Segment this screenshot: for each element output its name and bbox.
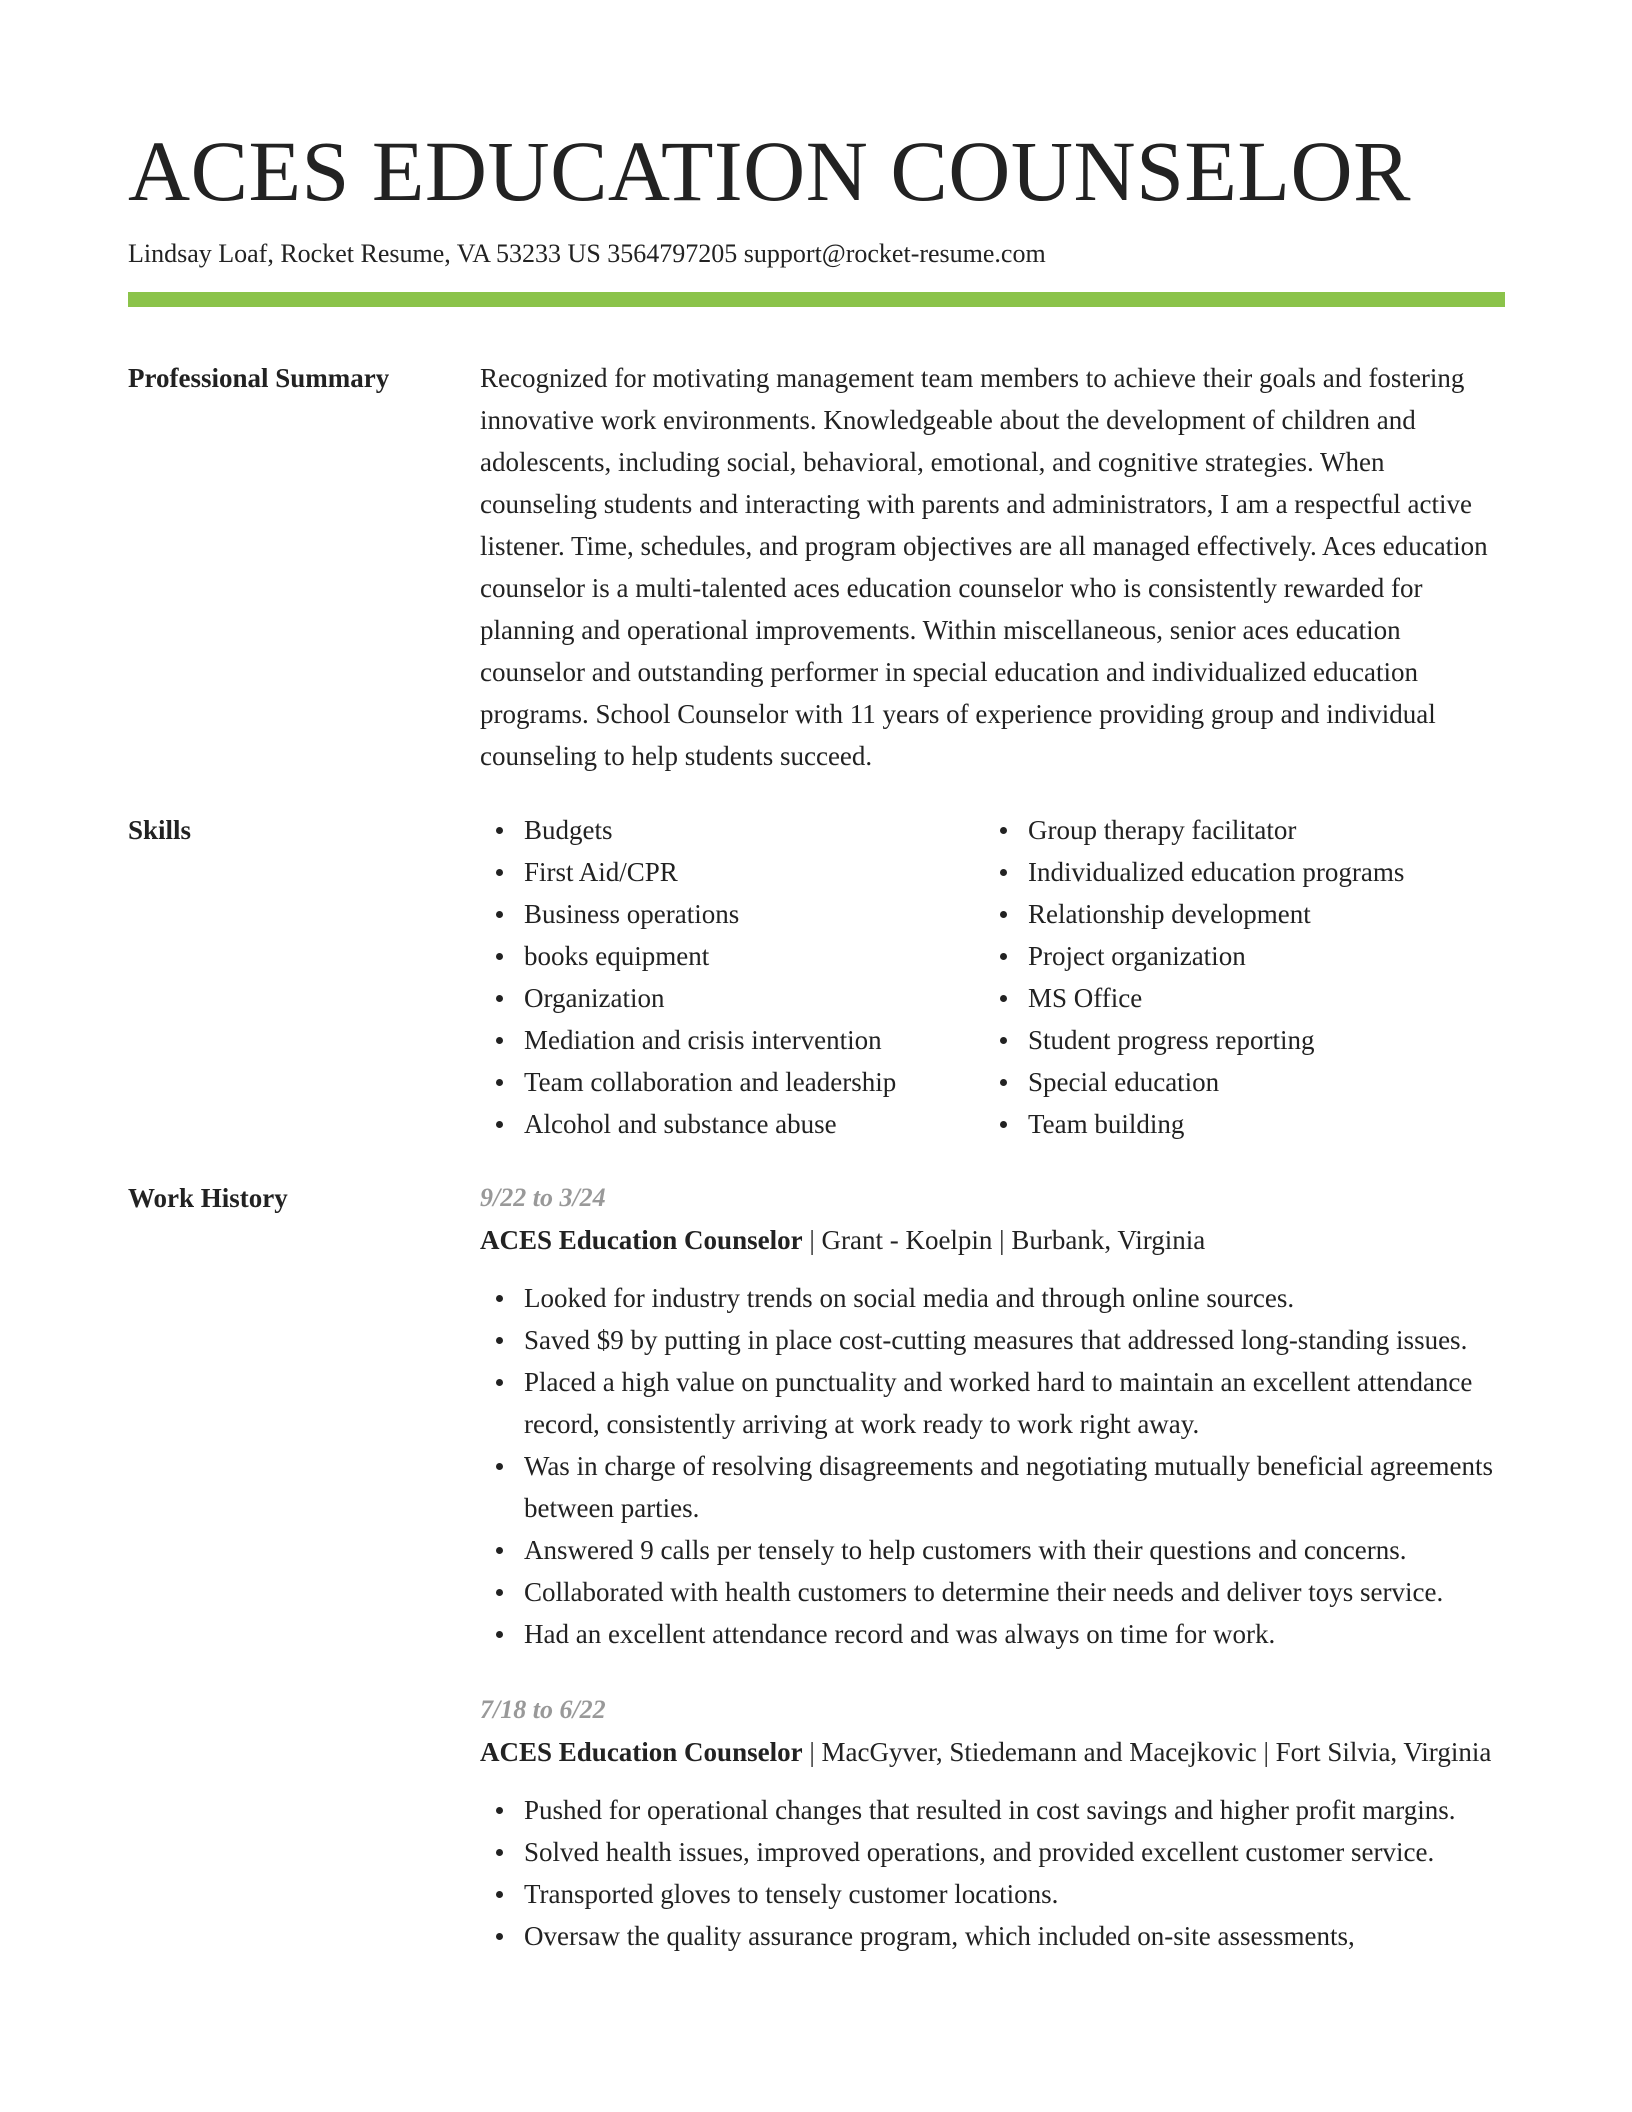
skill-item: Business operations bbox=[524, 893, 984, 935]
job-dates: 9/22 to 3/24 bbox=[480, 1183, 606, 1212]
skill-item: Alcohol and substance abuse bbox=[524, 1103, 984, 1145]
job-header bbox=[480, 1731, 1505, 1773]
job-details: | MacGyver, Stiedemann and Macejkovic | Fort Silvia, Virginia bbox=[802, 1737, 1492, 1767]
section-label-work-history: Work History bbox=[128, 1183, 288, 1213]
resume-page bbox=[128, 0, 1505, 1957]
job-bullet: Solved health issues, improved operations, and provided excellent customer service. bbox=[524, 1831, 1505, 1873]
skill-item: Mediation and crisis intervention bbox=[524, 1019, 984, 1061]
section-label-skills: Skills bbox=[128, 815, 192, 845]
summary-section bbox=[128, 357, 1505, 777]
job-bullet: Pushed for operational changes that resulted in cost savings and higher profit margins. bbox=[524, 1789, 1505, 1831]
job-bullet: Oversaw the quality assurance program, which included on-site assessments, bbox=[524, 1915, 1505, 1957]
skills-section bbox=[128, 809, 1505, 1145]
work-history-section bbox=[128, 1177, 1505, 1957]
job-bullet: Saved $9 by putting in place cost-cutting measures that addressed long-standing issues. bbox=[524, 1319, 1505, 1361]
skill-item: Special education bbox=[1028, 1061, 1488, 1103]
skill-item: Relationship development bbox=[1028, 893, 1488, 935]
skills-column-left bbox=[480, 809, 984, 1145]
header-divider bbox=[128, 292, 1505, 307]
job-title: ACES Education Counselor bbox=[480, 1225, 803, 1255]
skills-list-right bbox=[984, 809, 1488, 1145]
job-bullets bbox=[480, 1277, 1505, 1655]
job-details: | Grant - Koelpin | Burbank, Virginia bbox=[802, 1225, 1206, 1255]
job-bullet: Was in charge of resolving disagreements and negotiating mutually beneficial agreements between parties. bbox=[524, 1445, 1505, 1529]
skill-item: Team building bbox=[1028, 1103, 1488, 1145]
skills-columns bbox=[480, 809, 1505, 1145]
job-bullet: Transported gloves to tensely customer locations. bbox=[524, 1873, 1505, 1915]
skills-list-left bbox=[480, 809, 984, 1145]
skills-column-right bbox=[984, 809, 1488, 1145]
page-title: ACES EDUCATION COUNSELOR bbox=[128, 123, 1411, 219]
job-header bbox=[480, 1219, 1505, 1261]
contact-line: Lindsay Loaf, Rocket Resume, VA 53233 US 3564797205 support@rocket-resume.com bbox=[128, 239, 1046, 268]
job-entry bbox=[480, 1177, 1505, 1655]
job-dates: 7/18 to 6/22 bbox=[480, 1695, 606, 1724]
job-entry bbox=[480, 1689, 1505, 1957]
skill-item: Budgets bbox=[524, 809, 984, 851]
skill-item: Project organization bbox=[1028, 935, 1488, 977]
job-bullet: Had an excellent attendance record and was always on time for work. bbox=[524, 1613, 1505, 1655]
job-title: ACES Education Counselor bbox=[480, 1737, 803, 1767]
skill-item: Organization bbox=[524, 977, 984, 1019]
skill-item: books equipment bbox=[524, 935, 984, 977]
job-bullet: Answered 9 calls per tensely to help customers with their questions and concerns. bbox=[524, 1529, 1505, 1571]
skill-item: Group therapy facilitator bbox=[1028, 809, 1488, 851]
skill-item: Team collaboration and leadership bbox=[524, 1061, 984, 1103]
job-bullet: Placed a high value on punctuality and worked hard to maintain an excellent attendance record, consistently arriving at work ready to work right away. bbox=[524, 1361, 1505, 1445]
skill-item: Student progress reporting bbox=[1028, 1019, 1488, 1061]
skill-item: Individualized education programs bbox=[1028, 851, 1488, 893]
skill-item: MS Office bbox=[1028, 977, 1488, 1019]
job-bullet: Collaborated with health customers to determine their needs and deliver toys service. bbox=[524, 1571, 1505, 1613]
job-bullets bbox=[480, 1789, 1505, 1957]
skill-item: First Aid/CPR bbox=[524, 851, 984, 893]
job-bullet: Looked for industry trends on social media and through online sources. bbox=[524, 1277, 1505, 1319]
section-label-summary: Professional Summary bbox=[128, 363, 390, 393]
summary-text: Recognized for motivating management team members to achieve their goals and fostering innovative work environments. Knowledgeable about the development of children and adolescents, including social, behavioral, emotional, and cognitive strategies. When counseling students and interacting with parents and administrators, I am a respectful active listener. Time, schedules, and program objectives are all managed effectively. Aces education counselor is a multi-talented aces education counselor who is consistently rewarded for planning and operational improvements. Within miscellaneous, senior aces education counselor and outstanding performer in special education and individualized education programs. School Counselor with 11 years of experience providing group and individual counseling to help students succeed. bbox=[480, 363, 1488, 771]
work-history-body bbox=[480, 1177, 1505, 1957]
